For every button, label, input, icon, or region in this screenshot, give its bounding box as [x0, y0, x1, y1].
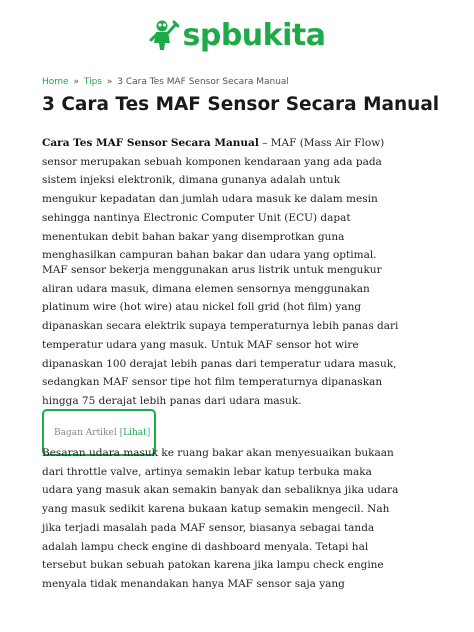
paragraph-line: dipanaskan 100 derajat lebih panas dari temperatur udara masuk,	[42, 357, 397, 370]
paragraph-line: sedangkan MAF sensor tipe hot film temperaturnya dipanaskan	[42, 376, 383, 389]
breadcrumb-separator: »	[73, 77, 79, 87]
paragraph-line: menyala tidak menandakan hanya MAF sensor saja yang	[42, 577, 345, 590]
toc-label: Bagan Artikel	[54, 427, 117, 438]
toc-bracket-close: ]	[146, 427, 151, 438]
breadcrumb-tips-link[interactable]: Tips	[83, 77, 102, 87]
breadcrumb	[42, 77, 289, 87]
article-paragraph-2	[42, 261, 442, 411]
site-logo[interactable]	[149, 18, 326, 53]
paragraph-line: mengukur kepadatan dan jumlah udara masuk ke dalam mesin	[42, 193, 378, 206]
paragraph-line: udara yang masuk akan semakin banyak dan sebaliknya jika udara	[42, 484, 399, 497]
logo-text: spbukita	[182, 17, 326, 53]
paragraph-line: menghasilkan campuran bahan bakar dan udara yang optimal.	[42, 249, 377, 262]
paragraph-line: hingga 75 derajat lebih panas dari udara masuk.	[42, 394, 302, 407]
paragraph-line: sistem injeksi elektronik, dimana gunanya adalah untuk	[42, 174, 341, 187]
toc-toggle-link[interactable]: Lihat	[123, 427, 147, 438]
paragraph-line: platinum wire (hot wire) atau nickel foll grid (hot film) yang	[42, 301, 362, 314]
bold-lead: Cara Tes MAF Sensor Secara Manual	[42, 137, 259, 149]
lead-rest: – MAF (Mass Air Flow)	[258, 137, 385, 149]
site-header	[0, 0, 474, 78]
paragraph-line: MAF sensor bekerja menggunakan arus listrik untuk mengukur	[42, 264, 382, 276]
paragraph-line	[42, 134, 442, 153]
paragraph-line: sehingga nantinya Electronic Computer Unit (ECU) dapat	[42, 211, 351, 224]
wrench-mascot-icon	[149, 19, 179, 51]
paragraph-line: dipanaskan secara elektrik supaya temperaturnya lebih panas dari	[42, 320, 399, 333]
paragraph-line: jika terjadi masalah pada MAF sensor, biasanya sebagai tanda	[42, 521, 375, 534]
article-title: 3 Cara Tes MAF Sensor Secara Manual	[42, 94, 440, 115]
article-paragraph-1	[42, 134, 442, 265]
paragraph-line: Besaran udara masuk ke ruang bakar akan menyesuaikan bukaan	[42, 447, 394, 459]
paragraph-line: tersebut bukan sebuah patokan karena jika lampu check engine	[42, 559, 384, 572]
breadcrumb-separator: »	[106, 77, 113, 87]
article-paragraph-3	[42, 444, 442, 594]
paragraph-line: temperatur udara yang masuk. Untuk MAF sensor hot wire	[42, 338, 359, 351]
breadcrumb-current: 3 Cara Tes MAF Sensor Secara Manual	[117, 77, 289, 87]
paragraph-line: yang masuk sedikit karena bukaan katup semakin mengecil. Nah	[42, 503, 390, 516]
paragraph-line: menentukan debit bahan bakar yang disemprotkan guna	[42, 230, 345, 243]
paragraph-line: dari throttle valve, artinya semakin lebar katup terbuka maka	[42, 465, 372, 478]
paragraph-line: sensor merupakan sebuah komponen kendaraan yang ada pada	[42, 155, 382, 168]
paragraph-line: aliran udara masuk, dimana elemen sensornya menggunakan	[42, 282, 370, 295]
paragraph-line: adalah lampu check engine di dashboard menyala. Tetapi hal	[42, 540, 369, 553]
breadcrumb-home-link[interactable]: Home	[42, 77, 69, 87]
toc-bracket-open: [	[119, 427, 124, 438]
